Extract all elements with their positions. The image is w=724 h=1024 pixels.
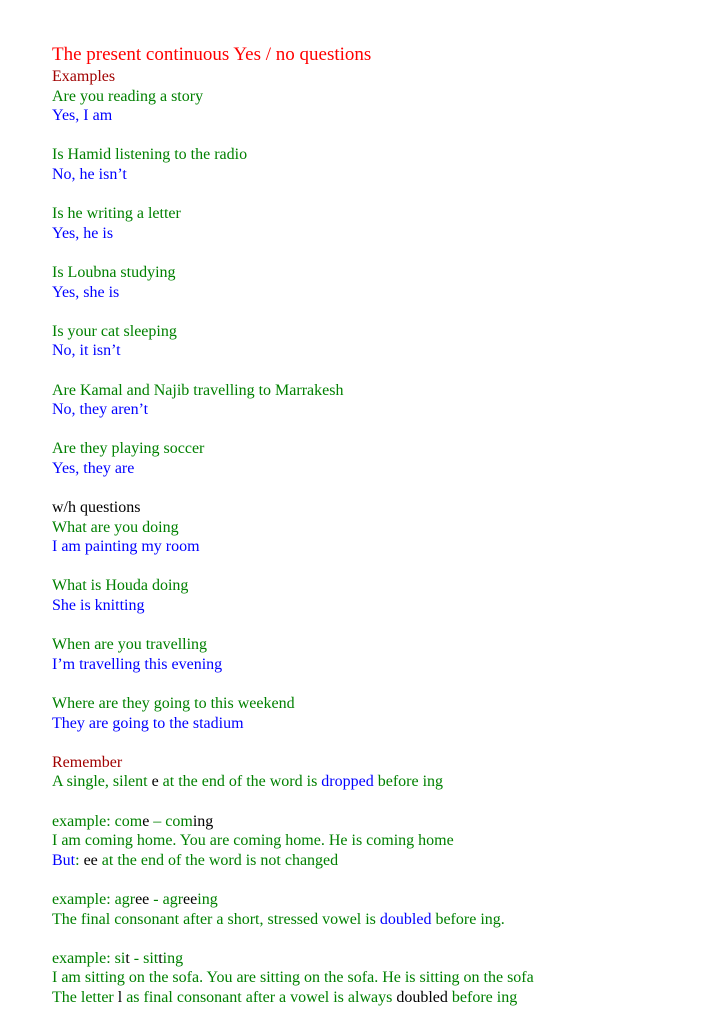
document-content bbox=[52, 43, 712, 1008]
example-agree bbox=[52, 890, 712, 910]
question-line: Are you reading a story bbox=[52, 87, 204, 105]
example-text: example: com bbox=[52, 812, 143, 830]
page-title: The present continuous Yes / no questions bbox=[52, 44, 372, 65]
highlight-word: doubled bbox=[379, 910, 432, 928]
question-line: Is Loubna studying bbox=[52, 263, 176, 281]
question-line: What is Houda doing bbox=[52, 577, 189, 595]
example-text: example: si bbox=[52, 949, 126, 967]
spacer bbox=[52, 792, 712, 812]
highlight-letter: ee bbox=[83, 851, 98, 869]
spacer bbox=[52, 243, 712, 263]
answer-line: I’m travelling this evening bbox=[52, 655, 223, 673]
example-sentence: I am sitting on the sofa. You are sitting on the sofa. He is sitting on the sofa bbox=[52, 969, 534, 987]
examples-heading: Examples bbox=[52, 68, 116, 85]
spacer bbox=[52, 616, 712, 636]
question-line: Is Hamid listening to the radio bbox=[52, 146, 248, 164]
question-line: Are Kamal and Najib travelling to Marrakesh bbox=[52, 381, 344, 399]
answer-line: They are going to the stadium bbox=[52, 714, 244, 732]
rule-text: as final consonant after a vowel is always bbox=[122, 988, 397, 1006]
answer-line: She is knitting bbox=[52, 597, 145, 615]
highlight-letter: ee bbox=[135, 890, 150, 908]
question-line: When are you travelling bbox=[52, 636, 208, 654]
question-line: Is your cat sleeping bbox=[52, 322, 177, 340]
example-sit bbox=[52, 949, 712, 969]
spacer bbox=[52, 302, 712, 322]
example-text: ing bbox=[197, 890, 218, 908]
spacer bbox=[52, 929, 712, 949]
example-text: example: agr bbox=[52, 890, 136, 908]
remember-heading: Remember bbox=[52, 753, 123, 771]
example-sentence: I am coming home. You are coming home. He is coming home bbox=[52, 832, 454, 850]
rule-text: The final consonant after a short, stressed vowel is bbox=[52, 910, 380, 928]
rule-text: before ing. bbox=[431, 910, 505, 928]
highlight-word: But bbox=[52, 851, 76, 869]
question-line: Where are they going to this weekend bbox=[52, 695, 295, 712]
highlight-letter: t bbox=[125, 949, 130, 967]
answer-line: Yes, I am bbox=[52, 107, 113, 125]
rule-text: A single, silent bbox=[52, 773, 152, 791]
answer-line: Yes, he is bbox=[52, 224, 114, 242]
spacer bbox=[52, 420, 712, 440]
highlight-letter: e bbox=[142, 812, 150, 830]
rule-silent-e bbox=[52, 772, 712, 792]
spacer bbox=[52, 126, 712, 146]
answer-line: No, he isn’t bbox=[52, 165, 127, 183]
spacer bbox=[52, 478, 712, 498]
spacer bbox=[52, 557, 712, 577]
example-text: - agr bbox=[149, 890, 184, 908]
example-text: ing bbox=[162, 949, 184, 967]
spacer bbox=[52, 733, 712, 753]
rule-text: : bbox=[75, 851, 84, 869]
rule-ee bbox=[52, 851, 712, 871]
rule-text: before ing bbox=[373, 773, 444, 791]
rule-text: at the end of the word is bbox=[158, 773, 322, 791]
answer-line: No, they aren’t bbox=[52, 401, 149, 419]
highlight-suffix: ing bbox=[192, 812, 214, 830]
question-line: Is he writing a letter bbox=[52, 205, 181, 223]
highlight-word: doubled bbox=[396, 988, 448, 1006]
rule-letter-l bbox=[52, 988, 712, 1008]
example-text: – com bbox=[149, 812, 193, 830]
spacer bbox=[52, 185, 712, 205]
highlight-letter: l bbox=[117, 988, 123, 1006]
rule-text: The letter bbox=[52, 988, 118, 1006]
wh-heading: w/h questions bbox=[52, 499, 141, 517]
rule-doubled bbox=[52, 910, 712, 930]
answer-line: Yes, they are bbox=[52, 459, 135, 477]
spacer bbox=[52, 674, 712, 694]
question-line: What are you doing bbox=[52, 518, 179, 536]
highlight-word: dropped bbox=[321, 773, 374, 791]
example-come bbox=[52, 812, 712, 832]
highlight-letter: t bbox=[158, 949, 163, 967]
example-text: - sit bbox=[129, 949, 159, 967]
question-line: Are they playing soccer bbox=[52, 440, 205, 458]
highlight-letter: e bbox=[151, 773, 159, 791]
answer-line: No, it isn’t bbox=[52, 342, 121, 360]
spacer bbox=[52, 870, 712, 890]
answer-line: Yes, she is bbox=[52, 283, 120, 301]
rule-text: at the end of the word is not changed bbox=[97, 851, 339, 869]
highlight-letter: ee bbox=[183, 890, 198, 908]
rule-text: before ing bbox=[447, 988, 518, 1006]
answer-line: I am painting my room bbox=[52, 538, 200, 556]
spacer bbox=[52, 361, 712, 381]
